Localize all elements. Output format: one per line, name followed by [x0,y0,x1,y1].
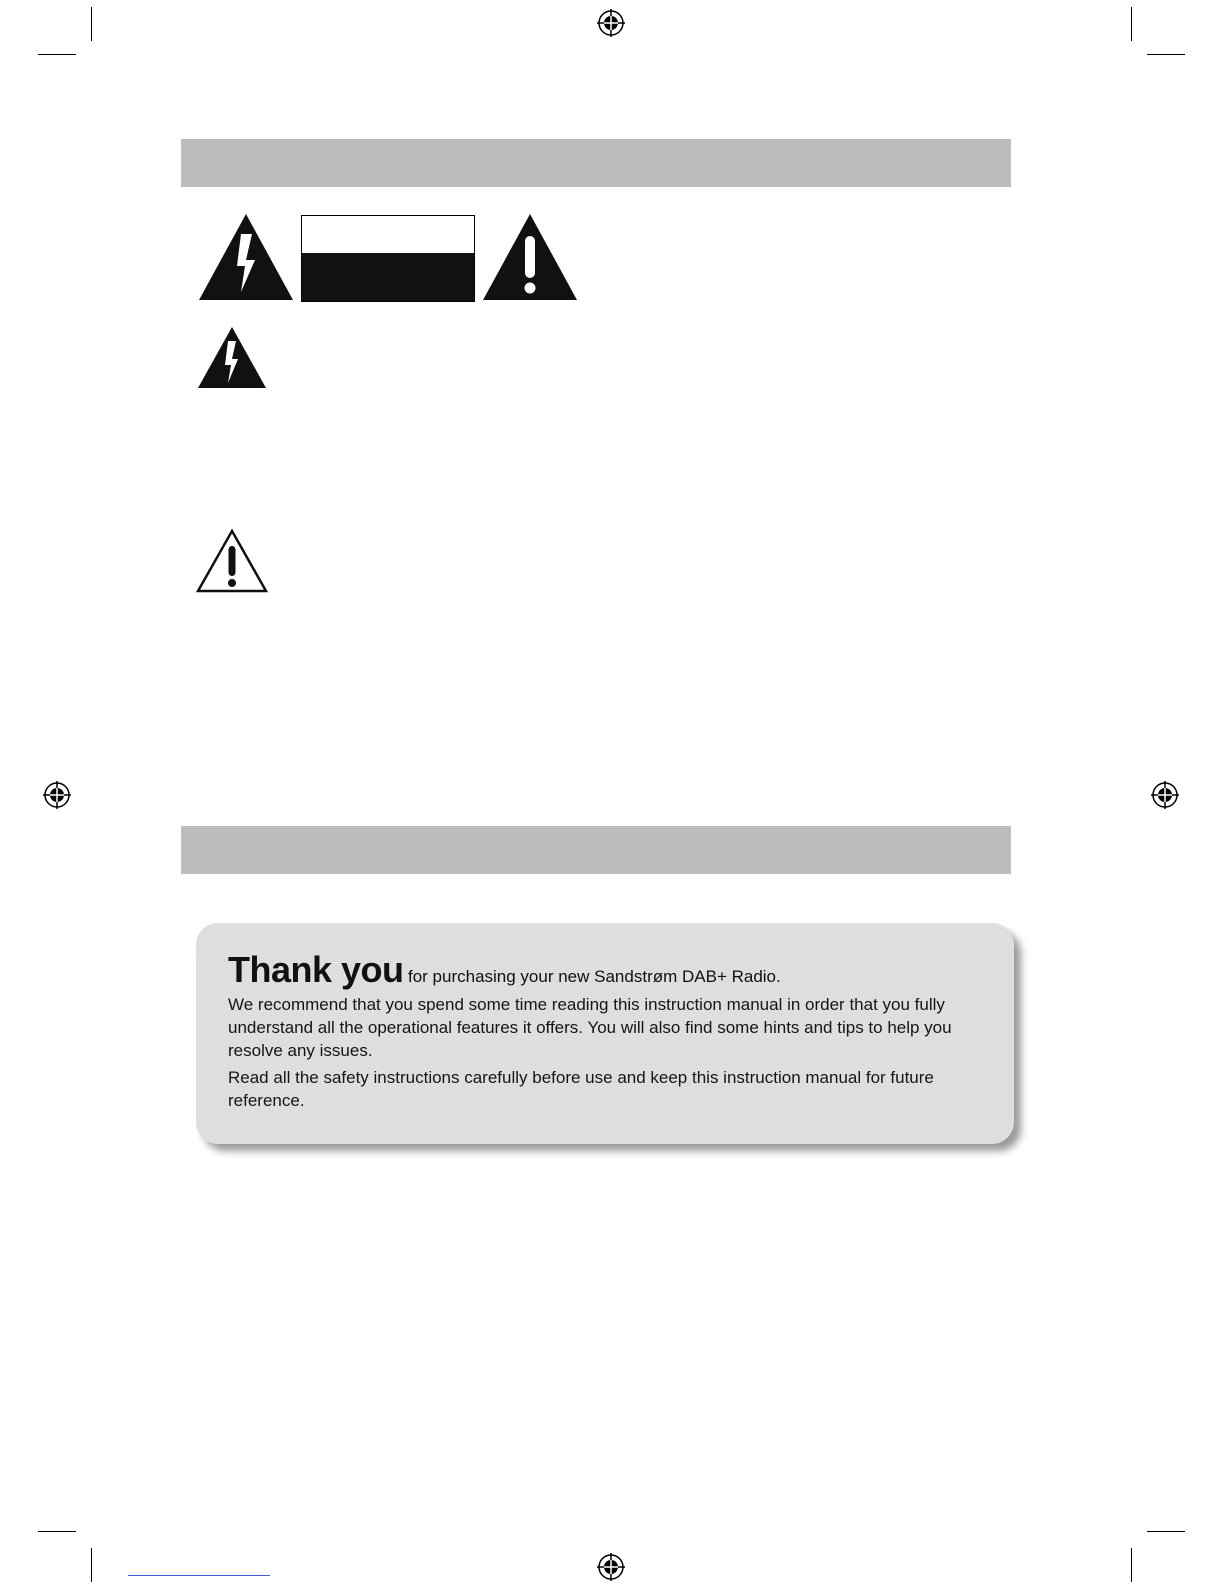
lightning-warning-icon [197,212,295,302]
crop-mark [1147,1531,1185,1532]
thank-you-card [196,923,1014,1144]
crop-mark [1131,1548,1132,1582]
thank-you-heading: Thank you [228,949,404,990]
crop-mark [91,1548,92,1582]
crop-mark [38,1531,76,1532]
section-header-bar [181,139,1011,187]
registration-mark-icon [597,1553,625,1581]
registration-mark-icon [43,781,71,809]
registration-mark-icon [597,9,625,37]
bottom-rule [128,1575,270,1576]
caution-label-box [301,215,475,302]
section-header-bar [181,826,1011,874]
crop-mark [91,7,92,41]
thank-you-line [228,949,984,991]
caution-label-bottom [302,253,474,301]
crop-mark [38,54,76,55]
lightning-warning-icon [196,325,268,390]
registration-mark-icon [1151,781,1179,809]
exclamation-warning-icon [481,212,579,302]
card-paragraph: We recommend that you spend some time reading this instruction manual in order that you fully understand all the operational features it offers. You will also find some hints and tips to help you resolve any issues. [228,995,952,1060]
crop-mark [1147,54,1185,55]
card-paragraph: Read all the safety instructions carefully before use and keep this instruction manual for future reference. [228,1068,934,1110]
caution-label-top [302,216,474,253]
thank-you-lead: for purchasing your new Sandstrøm DAB+ Radio. [407,967,781,986]
crop-mark [1131,7,1132,41]
exclamation-warning-icon [196,528,268,594]
